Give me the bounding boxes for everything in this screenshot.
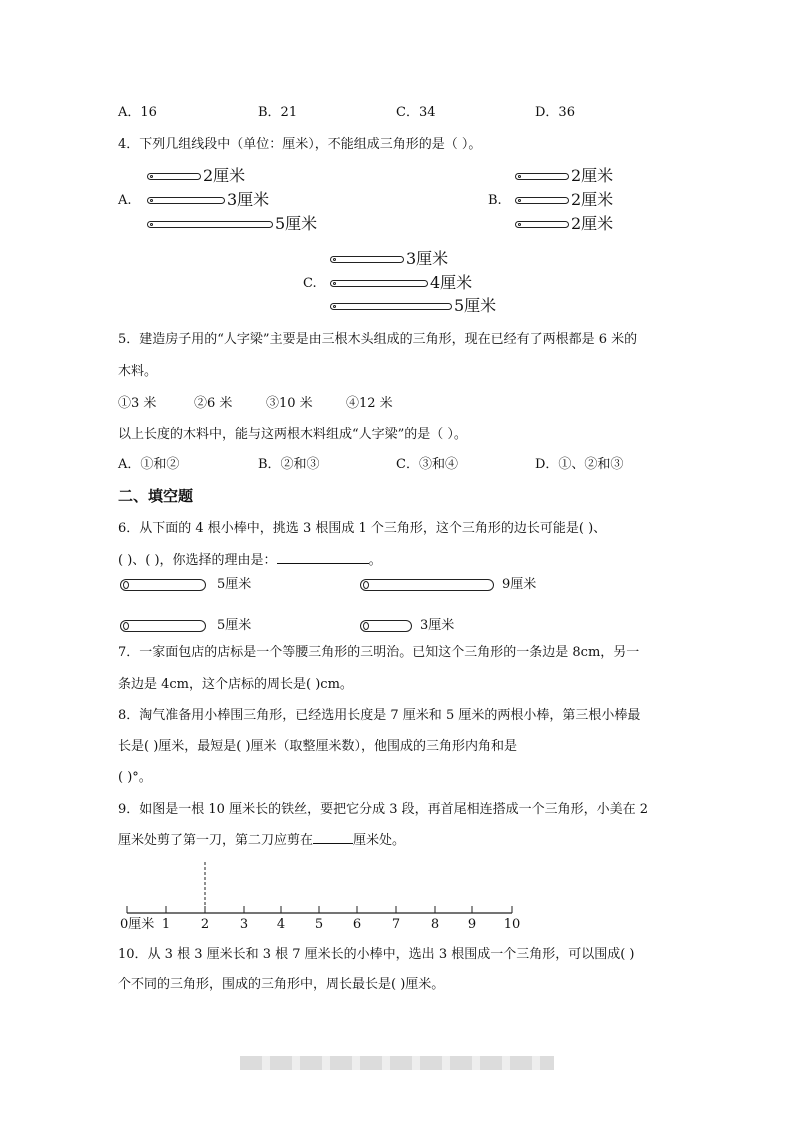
ruler-tick-label: 4	[276, 917, 286, 932]
q8-line-2: 长是( )厘米，最短是( )厘米（取整厘米数），他围成的三角形内角和是	[118, 739, 518, 754]
section-2-title: 二、填空题	[118, 487, 194, 505]
q6-line-2-text: ( )、( )，你选择的理由是：	[118, 553, 277, 568]
q6-stick-2-length: 9厘米	[502, 577, 537, 592]
q5-option-a: A．①和②	[118, 457, 180, 472]
ruler-tick-label: 8	[430, 917, 440, 932]
ruler-tick-label: 0厘米	[120, 917, 155, 932]
q8-line-1: 8．淘气准备用小棒围三角形，已经选用长度是 7 厘米和 5 厘米的两根小棒，第三根小棒最	[118, 708, 641, 723]
ruler-tick-label: 5	[314, 917, 324, 932]
q5-option-d: D．①、②和③	[535, 457, 624, 472]
ruler-tick-label: 1	[161, 917, 171, 932]
ruler-tick-label: 10	[503, 917, 521, 932]
q5-choice-4: ④12 米	[346, 396, 393, 411]
ruler-tick-label: 6	[352, 917, 362, 932]
q3-option-b: B．21	[258, 105, 298, 120]
q3-option-a: A．16	[118, 105, 157, 120]
q4-a-length-1: 2厘米	[203, 166, 246, 185]
ruler-tick-label: 3	[239, 917, 249, 932]
q6-line-2-end: 。	[368, 553, 382, 568]
ruler-tick-label: 9	[467, 917, 477, 932]
q5-choice-3: ③10 米	[266, 396, 313, 411]
q4-option-c-label: C.	[303, 276, 317, 291]
q4-c-length-3: 5厘米	[454, 296, 497, 315]
q4-c-length-1: 3厘米	[406, 249, 449, 268]
q4-b-length-3: 2厘米	[571, 214, 614, 233]
blurred-footer-watermark	[240, 1056, 554, 1070]
q6-stick-3-length: 5厘米	[217, 618, 252, 633]
q6-stick-4-length: 3厘米	[420, 618, 455, 633]
q8-line-3: ( )°。	[118, 770, 152, 785]
q5-line-3: 以上长度的木料中，能与这两根木料组成“人字梁”的是（ ）。	[118, 427, 467, 442]
q5-option-b: B．②和③	[258, 457, 320, 472]
q4-option-b-label: B.	[488, 193, 502, 208]
q4-option-a-label: A.	[118, 193, 132, 208]
ruler-tick-label: 7	[391, 917, 401, 932]
q10-line-2: 个不同的三角形，围成的三角形中，周长最长是( )厘米。	[118, 977, 445, 992]
q4-a-length-2: 3厘米	[227, 190, 270, 209]
q10-line-1: 10．从 3 根 3 厘米长和 3 根 7 厘米长的小棒中，选出 3 根围成一个三角形，可以围成( )	[118, 947, 635, 962]
q4-b-length-1: 2厘米	[571, 166, 614, 185]
q9-line-2-end: 厘米处。	[353, 833, 406, 848]
q7-line-1: 7．一家面包店的店标是一个等腰三角形的三明治。已知这个三角形的一条边是 8cm，另一	[118, 645, 640, 660]
q4-a-length-3: 5厘米	[275, 214, 318, 233]
q5-line-2: 木料。	[118, 364, 158, 379]
q7-line-2: 条边是 4cm，这个店标的周长是( )cm。	[118, 677, 353, 692]
q5-choice-1: ①3 米	[118, 396, 157, 411]
q5-choice-2: ②6 米	[194, 396, 233, 411]
q6-line-1: 6．从下面的 4 根小棒中，挑选 3 根围成 1 个三角形，这个三角形的边长可能是( )、	[118, 521, 607, 536]
q4-stem: 4．下列几组线段中（单位：厘米），不能组成三角形的是（ ）。	[118, 137, 482, 152]
q3-option-d: D．36	[535, 105, 575, 120]
q9-line-1: 9．如图是一根 10 厘米长的铁丝，要把它分成 3 段，再首尾相连搭成一个三角形，小美在 2	[118, 802, 649, 817]
q4-c-length-2: 4厘米	[430, 273, 473, 292]
q3-option-c: C．34	[396, 105, 436, 120]
q6-stick-1-length: 5厘米	[217, 577, 252, 592]
q4-b-length-2: 2厘米	[571, 190, 614, 209]
q5-option-c: C．③和④	[396, 457, 458, 472]
q5-line-1: 5．建造房子用的“人字梁”主要是由三根木头组成的三角形，现在已经有了两根都是 6 米的	[118, 332, 638, 347]
q9-line-2-text: 厘米处剪了第一刀，第二刀应剪在	[118, 833, 314, 848]
ruler-tick-label: 2	[200, 917, 210, 932]
